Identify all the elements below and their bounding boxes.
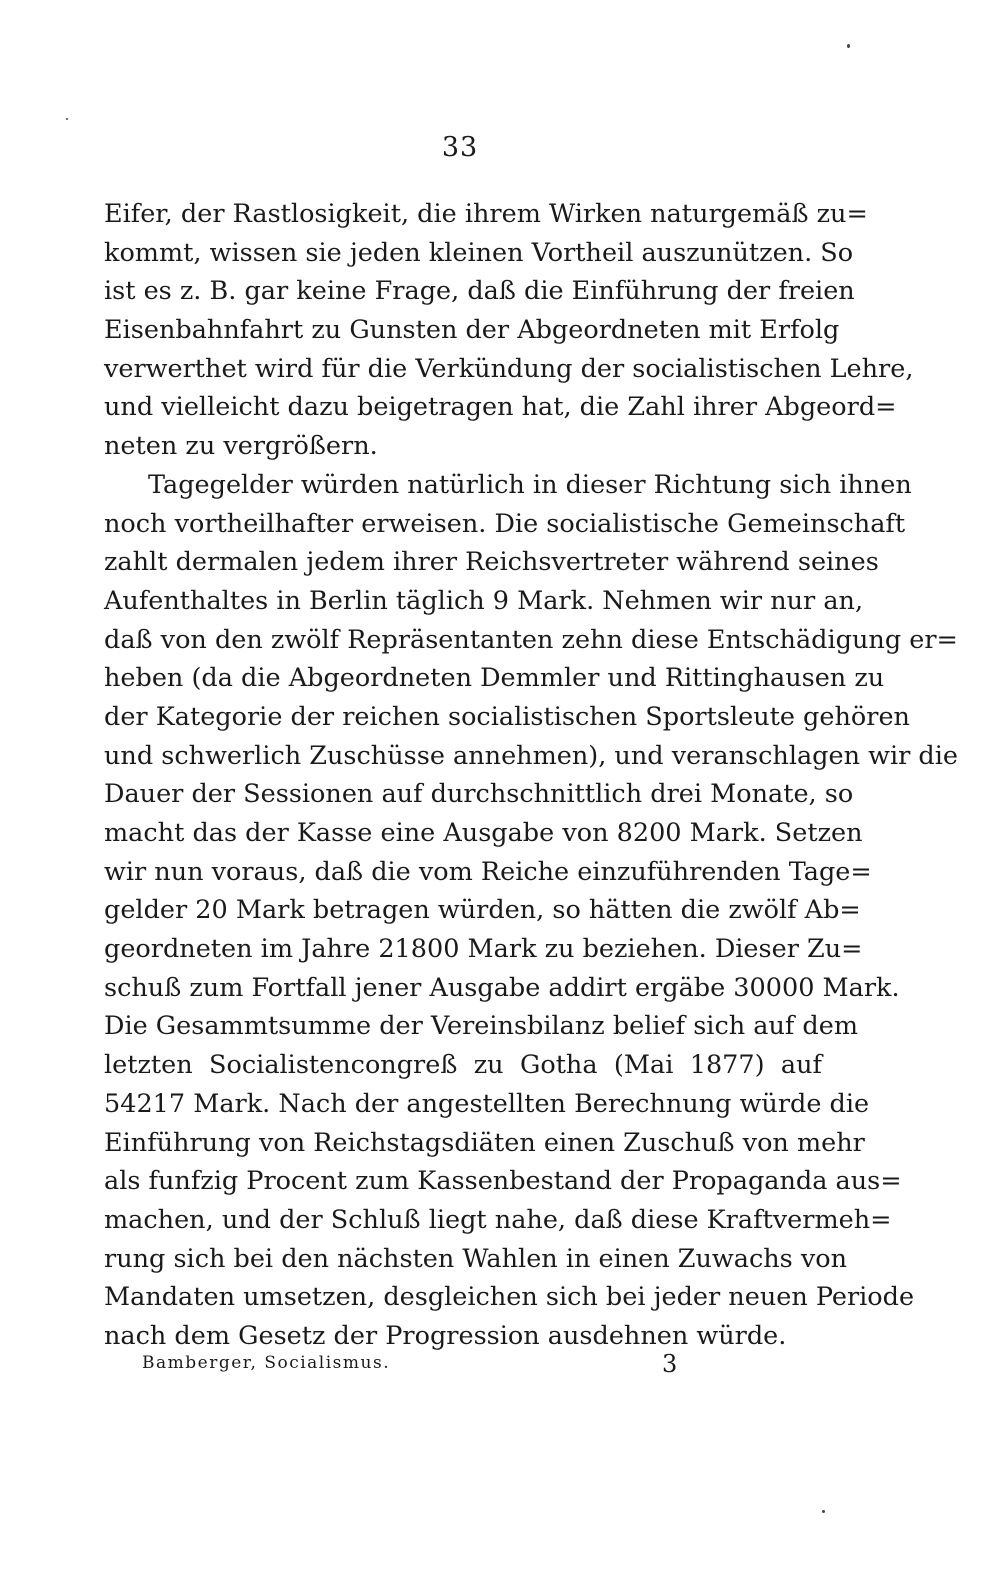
text-line: Einführung von Reichstagsdiäten einen Zuschuß von mehr — [104, 1127, 865, 1158]
text-line: Mandaten umsetzen, desgleichen sich bei jeder neuen Periode — [104, 1282, 915, 1313]
text-line: macht das der Kasse eine Ausgabe von 8200 Mark. Setzen — [104, 818, 863, 848]
text-line: wir nun voraus, daß die vom Reiche einzuführenden Tage= — [104, 856, 872, 887]
text-line: und vielleicht dazu beigetragen hat, die Zahl ihrer Abgeord= — [104, 392, 897, 423]
paper-speck — [822, 1510, 825, 1513]
paper-speck — [66, 118, 68, 120]
text-line: letzten Socialistencongreß zu Gotha (Mai 1877) auf — [104, 1050, 822, 1081]
text-line: und schwerlich Zuschüsse annehmen), und veranschlagen wir die — [104, 740, 958, 771]
page-number: 33 — [441, 132, 479, 163]
text-line: Tagegelder würden natürlich in dieser Richtung sich ihnen — [148, 469, 912, 500]
text-line: als funfzig Procent zum Kassenbestand der Propaganda aus= — [104, 1166, 902, 1197]
text-line: Eifer, der Rastlosigkeit, die ihrem Wirken naturgemäß zu= — [104, 199, 868, 229]
text-line: heben (da die Abgeordneten Demmler und Rittinghausen zu — [104, 663, 885, 694]
text-line: noch vortheilhafter erweisen. Die socialistische Gemeinschaft — [104, 508, 906, 539]
text-line: Die Gesammtsumme der Vereinsbilanz belief sich auf dem — [104, 1011, 859, 1042]
text-line: gelder 20 Mark betragen würden, so hätten die zwölf Ab= — [104, 895, 861, 926]
text-line: schuß zum Fortfall jener Ausgabe addirt ergäbe 30000 Mark. — [104, 972, 900, 1003]
text-line: rung sich bei den nächsten Wahlen in einen Zuwachs von — [104, 1243, 848, 1274]
text-line: Aufenthaltes in Berlin täglich 9 Mark. Nehmen wir nur an, — [104, 585, 864, 616]
text-line: neten zu vergrößern. — [104, 431, 378, 462]
text-line: Dauer der Sessionen auf durchschnittlich drei Monate, so — [104, 779, 854, 810]
text-line: geordneten im Jahre 21800 Mark zu beziehen. Dieser Zu= — [104, 934, 863, 965]
body-text — [104, 195, 958, 1356]
paper-speck — [847, 44, 850, 48]
text-line: ist es z. B. gar keine Frage, daß die Einführung der freien — [104, 276, 855, 307]
text-line: Eisenbahnfahrt zu Gunsten der Abgeordneten mit Erfolg — [104, 315, 840, 346]
text-line: 54217 Mark. Nach der angestellten Berechnung würde die — [104, 1088, 870, 1119]
text-line: daß von den zwölf Repräsentanten zehn diese Entschädigung er= — [104, 624, 958, 655]
text-line: verwerthet wird für die Verkündung der socialistischen Lehre, — [104, 353, 914, 384]
text-line: der Kategorie der reichen socialistischen Sportsleute gehören — [104, 701, 910, 732]
text-line: zahlt dermalen jedem ihrer Reichsvertreter während seines — [104, 547, 879, 578]
text-line: nach dem Gesetz der Progression ausdehnen würde. — [104, 1320, 787, 1351]
signature-mark: 3 — [662, 1350, 678, 1378]
text-line: machen, und der Schluß liegt nahe, daß diese Kraftvermeh= — [104, 1204, 892, 1235]
text-line: kommt, wissen sie jeden kleinen Vortheil auszunützen. So — [104, 237, 854, 268]
footer-author-title: Bamberger, Socialismus. — [142, 1353, 391, 1373]
